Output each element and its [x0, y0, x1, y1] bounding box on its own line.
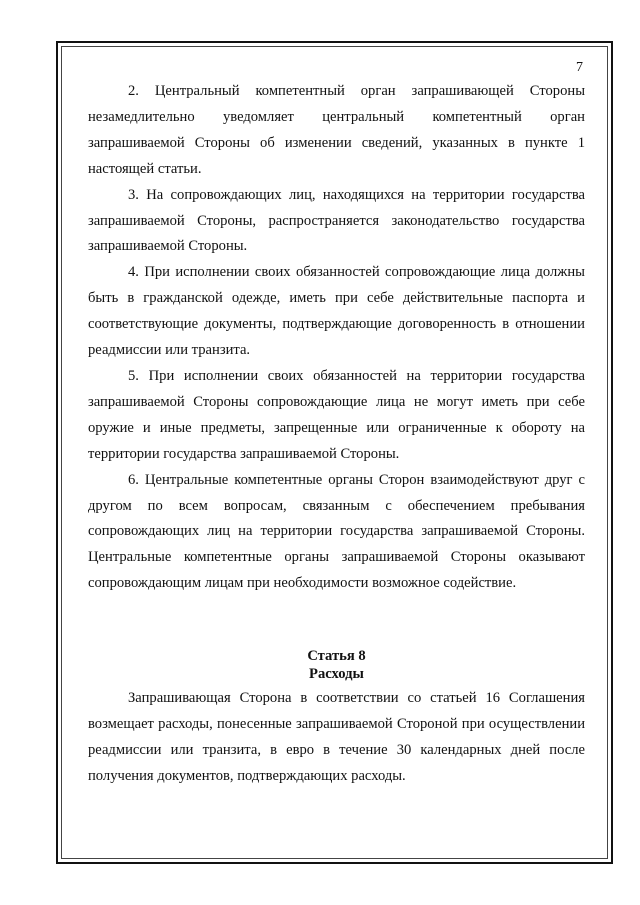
article-8-heading: [88, 647, 585, 683]
paragraph-4: 4. При исполнении своих обязанностей сопровождающие лица должны быть в гражданской одежде, иметь при себе действительные паспорта и соответствующие документы, подтверждающие договоренность в отношении реадмиссии или транзита.: [88, 264, 585, 359]
article-8-paragraph: Запрашивающая Сторона в соответствии со статьей 16 Соглашения возмещает расходы, понесенные запрашиваемой Стороной при осуществлении реадмиссии или транзита, в евро в течение 30 календарных дней после получения документов, подтверждающих расходы.: [88, 690, 585, 784]
page-number: 7: [576, 60, 583, 75]
article-title: Расходы: [309, 666, 364, 682]
paragraph-6: 6. Центральные компетентные органы Сторон взаимодействуют друг с другом по всем вопросам, связанным с обеспечением пребывания сопровождающих лиц на территории государства запрашиваемой Стороны. Центральные компетентные органы запрашиваемой Стороны оказывают сопровождающим лицам при необходимости возможное содействие.: [88, 471, 585, 592]
article-7-body: [88, 79, 585, 597]
article-number: Статья 8: [307, 648, 366, 664]
paragraph-3: 3. На сопровождающих лиц, находящихся на территории государства запрашиваемой Стороны, распространяется законодательство государства запрашиваемой Стороны.: [88, 186, 585, 255]
article-8-body: [88, 686, 585, 790]
paragraph-2: 2. Центральный компетентный орган запрашивающей Стороны незамедлительно уведомляет центральный компетентный орган запрашиваемой Стороны об изменении сведений, указанных в пункте 1 настоящей статьи.: [88, 83, 585, 177]
paragraph-5: 5. При исполнении своих обязанностей на территории государства запрашиваемой Стороны сопровождающие лица не могут иметь при себе оружие и иные предметы, запрещенные или ограниченные к обороту на территории государства запрашиваемой Стороны.: [88, 367, 585, 462]
